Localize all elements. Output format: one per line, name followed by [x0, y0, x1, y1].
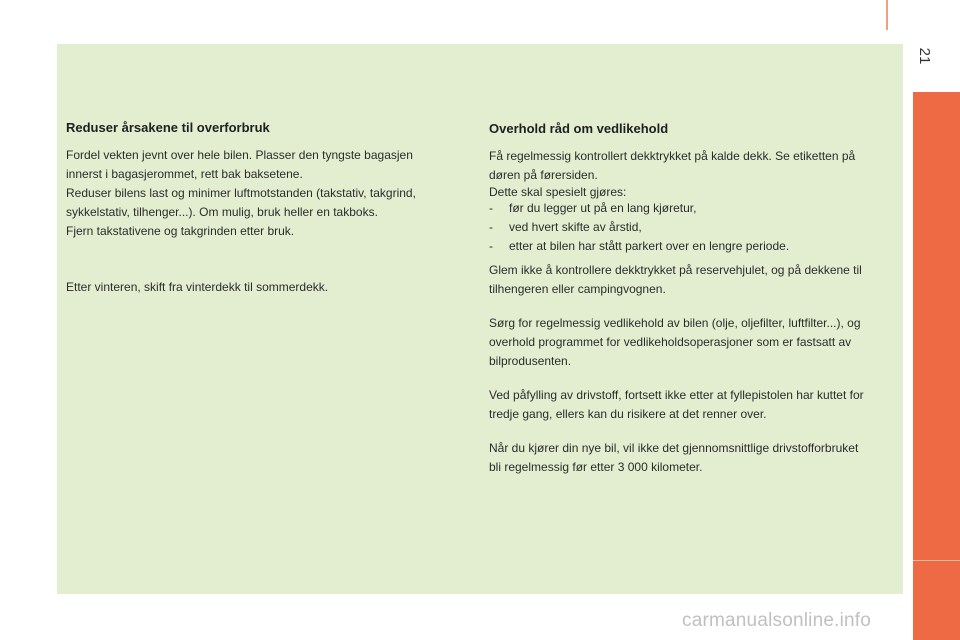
section-heading-maintenance: Overhold råd om vedlikehold	[489, 121, 669, 136]
list-item	[489, 237, 899, 256]
text-line: Fordel vekten jevnt over hele bilen. Plasser den tyngste bagasjen	[66, 148, 413, 162]
section-heading-overconsumption: Reduser årsakene til overforbruk	[66, 120, 270, 135]
dash-bullet: -	[489, 220, 493, 234]
list-intro: Dette skal spesielt gjøres:	[489, 185, 627, 199]
text-line: bli regelmessig før etter 3 000 kilometer.	[489, 460, 703, 474]
text-line: Når du kjører din nye bil, vil ikke det gjennomsnittlige drivstofforbruket	[489, 441, 859, 455]
text-line: bilprodusenten.	[489, 354, 572, 368]
check-list	[489, 199, 899, 256]
page-edge-marker	[886, 0, 888, 30]
text-line: Ved påfylling av drivstoff, fortsett ikke etter at fyllepistolen har kuttet for	[489, 388, 864, 402]
text-line: sykkelstativ, tilhenger...). Om mulig, bruk heller en takboks.	[66, 205, 378, 219]
list-item	[489, 199, 899, 218]
text-line: innerst i bagasjerommet, rett bak baksetene.	[66, 167, 303, 181]
paragraph-running-in	[489, 439, 899, 477]
paragraph-spare-wheel	[489, 261, 899, 299]
page-number: 21	[916, 47, 933, 65]
text-line: Sørg for regelmessig vedlikehold av bilen (olje, oljefilter, luftfilter...), og	[489, 316, 861, 330]
text-line: overhold programmet for vedlikeholdsoperasjoner som er fastsatt av	[489, 335, 852, 349]
list-item-text: ved hvert skifte av årstid,	[509, 220, 642, 234]
chapter-side-tab	[913, 92, 960, 640]
text-line: tredje gang, ellers kan du risikere at det renner over.	[489, 407, 767, 421]
paragraph-regular-maintenance	[489, 314, 899, 371]
text-line: Få regelmessig kontrollert dekktrykket på kalde dekk. Se etiketten på	[489, 149, 856, 163]
text-line: Fjern takstativene og takgrinden etter bruk.	[66, 224, 295, 238]
paragraph-load-distribution	[66, 146, 466, 241]
list-item-text: etter at bilen har stått parkert over en lengre periode.	[509, 239, 790, 253]
watermark-text: carmanualsonline.info	[682, 610, 872, 631]
text-line: Reduser bilens last og minimer luftmotstanden (takstativ, takgrind,	[66, 186, 416, 200]
paragraph-tyre-pressure	[489, 147, 899, 185]
right-column	[489, 121, 899, 477]
dash-bullet: -	[489, 239, 493, 253]
side-tab-divider	[913, 560, 960, 561]
list-item-text: før du legger ut på en lang kjøretur,	[509, 201, 697, 215]
text-line: tilhengeren eller campingvognen.	[489, 282, 666, 296]
paragraph-refuelling	[489, 386, 899, 424]
text-line: Glem ikke å kontrollere dekktrykket på reservehjulet, og på dekkene til	[489, 263, 862, 277]
text-line: døren på førersiden.	[489, 168, 598, 182]
dash-bullet: -	[489, 201, 493, 215]
left-column	[66, 120, 466, 297]
list-item	[489, 218, 899, 237]
paragraph-winter-tyres: Etter vinteren, skift fra vinterdekk til sommerdekk.	[66, 280, 329, 294]
